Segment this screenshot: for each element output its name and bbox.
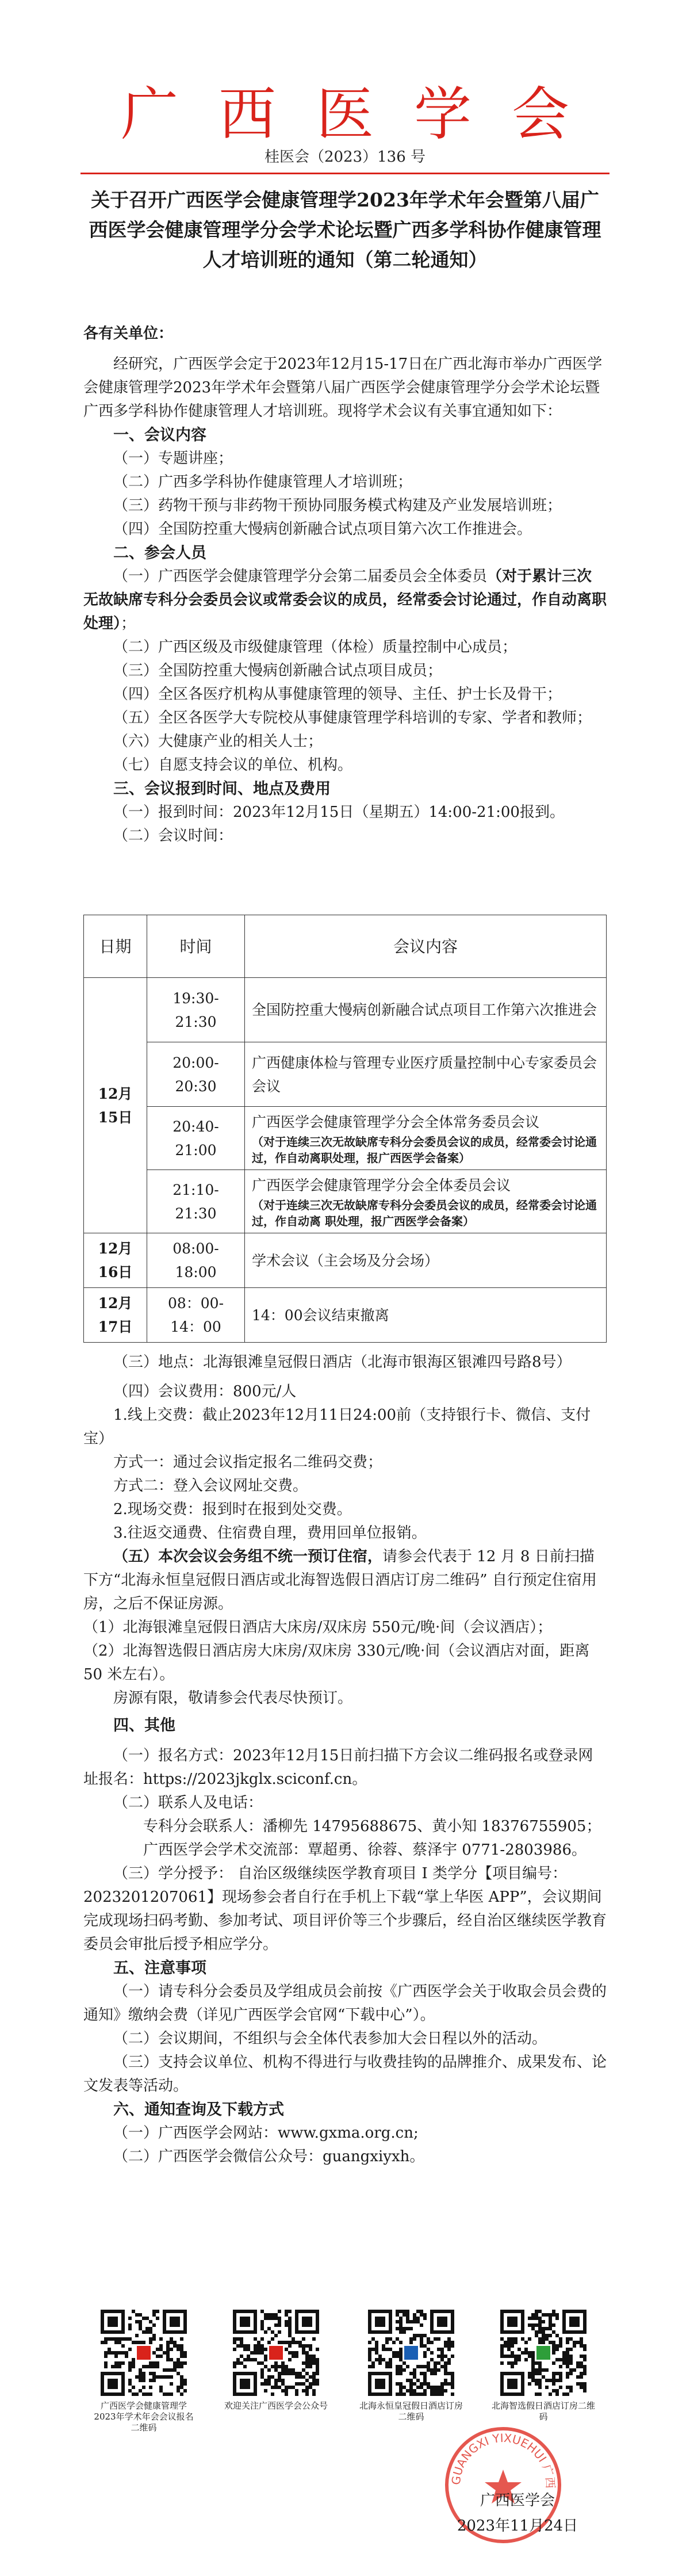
- signature-org: 广西医学会: [480, 2492, 555, 2509]
- body-part-1: [83, 322, 607, 848]
- time-cell: 20:40-21:00: [147, 1107, 245, 1170]
- notice-item: （一）请专科分会委员及学组成员会前按《广西医学会关于收取会员会费的通知》缴纳会费（详见广西医学会官网“下载中心”）。: [83, 1983, 607, 2024]
- time-cell: 08：00-14：00: [147, 1288, 245, 1343]
- table-header: 日期: [84, 915, 147, 978]
- intro-paragraph: 经研究，广西医学会定于2023年12月15-17日在广西北海市举办广西医学会健康管理学2023年学术年会暨第八届广西医学会健康管理学分会学术论坛暨广西多学科协作健康管理人才培训班。现将学术会议有关事宜通知如下：: [83, 356, 603, 420]
- schedule-table-wrap: [83, 915, 607, 1343]
- notice-item: （三）支持会议单位、机构不得进行与收费挂钩的品牌推介、成果发布、论文发表等活动。: [83, 2054, 607, 2095]
- section2-item-1: [83, 565, 607, 636]
- section1-heading: 一、会议内容: [113, 426, 206, 444]
- section2-heading: 二、参会人员: [113, 544, 206, 562]
- table-header-row: [84, 915, 607, 978]
- credit-info: （三）学分授予： 自治区级继续医学教育项目 I 类学分【项目编号：2023201207061】现场参会者自行在手机上下载“掌上华医 APP”，会议期间完成现场扫码考勤、参加考试、项目评价等三个步骤后，经自治区继续医学教育委员会审批后授予相应学分。: [83, 1865, 607, 1953]
- schedule-table: [83, 915, 607, 1343]
- time-cell: 20:00-20:30: [147, 1042, 245, 1107]
- section2-item1-text: （一）广西医学会健康管理学分会第二届委员会全体委员: [113, 568, 488, 585]
- table-row: [84, 1288, 607, 1343]
- date-cell: 12月16日: [84, 1233, 147, 1288]
- section1-item: （二）广西多学科协作健康管理人才培训班；: [113, 473, 413, 491]
- checkin-time: （一）报到时间：2023年12月15日（星期五）14:00-21:00报到。: [113, 804, 565, 821]
- document-number: 桂医会（2023）136 号: [264, 148, 426, 166]
- qr-caption: 欢迎关注广西医学会公众号: [224, 2401, 328, 2411]
- salutation: 各有关单位：: [83, 325, 174, 342]
- content-note: （对于连续三次无故缺席专科分会委员会议的成员，经常委会讨论通过，作自动离职处理，报广西医学会备案）: [252, 1135, 597, 1165]
- svg-text:GUANGXI YIXUEHUI 广西医学会: GUANGXI YIXUEHUI 广西: [448, 2430, 558, 2489]
- content-note: （对于连续三次无故缺席专科分会委员会议的成员，经常委会讨论通过，作自动离 职处理，报广西医学会备案）: [252, 1198, 597, 1228]
- signature-date: 2023年11月24日: [457, 2517, 578, 2535]
- signature-block: [454, 2488, 581, 2539]
- qr-caption: 北海永恒皇冠假日酒店订房二维码: [359, 2401, 463, 2422]
- wechat-account: （二）广西医学会微信公众号：guangxiyxh。: [113, 2148, 425, 2165]
- section6-heading: 六、通知查询及下载方式: [113, 2101, 284, 2119]
- table-header: 会议内容: [245, 915, 607, 978]
- pay-method-2: 方式二：登入会议网址交费。: [113, 1477, 308, 1495]
- section3-heading: 三、会议报到时间、地点及费用: [113, 780, 331, 798]
- org-header-title: 广西医学会: [121, 81, 610, 148]
- content-cell: 14：00会议结束撤离: [245, 1288, 607, 1343]
- section2-item: （七）自愿支持会议的单位、机构。: [113, 756, 353, 774]
- contact-label: （二）联系人及电话：: [113, 1794, 263, 1811]
- qr-code-row: [94, 2310, 607, 2433]
- content-cell: 广西健康体检与管理专业医疗质量控制中心专家委员会会议: [245, 1042, 607, 1107]
- website: （一）广西医学会网站：www.gxma.org.cn;: [113, 2124, 419, 2142]
- table-row: [84, 1107, 607, 1170]
- section2-item1-bold: （对于累计三次无故缺席专科分会委员会议或常委会议的成员，经常委会讨论通过，作自动离职处理）: [83, 568, 607, 632]
- time-cell: 21:10-21:30: [147, 1170, 245, 1233]
- body-part-2: [83, 1351, 607, 2169]
- content-cell: 学术会议（主会场及分会场）: [245, 1233, 607, 1288]
- pay-method-1: 方式一：通过会议指定报名二维码交费；: [113, 1454, 383, 1471]
- hotel-notice-bold: （五）本次会议会务组不统一预订住宿，: [113, 1548, 383, 1565]
- pay-online: 1.线上交费：截止2023年12月11日24:00前（支持银行卡、微信、支付宝）: [83, 1407, 591, 1447]
- section1-item: （四）全国防控重大慢病创新融合试点项目第六次工作推进会。: [113, 521, 532, 538]
- date-cell: 12月17日: [84, 1288, 147, 1343]
- content-cell: [245, 1170, 607, 1233]
- hotel-notice-text: 请参会代表于 12 月 8 日前扫描下方“北海永恒皇冠假日酒店或北海智选假日酒店订房二维码” 自行预定住宿用房，之后不保证房源。: [83, 1548, 597, 1612]
- section2-item1-end: ；: [121, 615, 136, 632]
- venue: （三）地点：北海银滩皇冠假日酒店（北海市银海区银滩四号路8号）: [113, 1354, 572, 1371]
- section1-item: （一）专题讲座；: [113, 450, 233, 467]
- time-cell: 19:30-21:30: [147, 978, 245, 1042]
- section2-item: （六）大健康产业的相关人士；: [113, 733, 323, 750]
- section2-item: （二）广西区级及市级健康管理（体检）质量控制中心成员；: [113, 639, 518, 656]
- qr-code-registration[interactable]: [101, 2310, 187, 2396]
- date-cell: 12月15日: [84, 978, 147, 1233]
- fee: （四）会议费用：800元/人: [113, 1383, 297, 1400]
- section2-item: （五）全区各医学大专院校从事健康管理学科培训的专家、学者和教师；: [113, 709, 592, 727]
- table-row: [84, 1042, 607, 1107]
- content-cell: 全国防控重大慢病创新融合试点项目工作第六次推进会: [245, 978, 607, 1042]
- qr-caption: 广西医学会健康管理学2023年学术年会会议报名二维码: [94, 2401, 194, 2433]
- section1-item: （三）药物干预与非药物干预协同服务模式构建及产业发展培训班；: [113, 497, 562, 514]
- contact-academic: 广西医学会学术交流部：覃超勇、徐蓉、蔡泽宇 0771-2803986。: [143, 1841, 587, 1859]
- qr-code-hotel-crowne[interactable]: [368, 2310, 454, 2396]
- hotel-note: 房源有限，敬请参会代表尽快预订。: [113, 1690, 353, 1707]
- content-main: 广西医学会健康管理学分会全体常务委员会议: [252, 1114, 540, 1130]
- table-row: [84, 1233, 607, 1288]
- section4-heading: 四、其他: [113, 1717, 175, 1734]
- qr-code-hotel-express[interactable]: [500, 2310, 586, 2396]
- section2-item: （四）全区各医疗机构从事健康管理的领导、主任、护士长及骨干；: [113, 686, 562, 703]
- registration-info: （一）报名方式：2023年12月15日前扫描下方会议二维码报名或登录网址报名：https://2023jkglx.sciconf.cn。: [83, 1747, 593, 1788]
- pay-travel: 3.往返交通费、住宿费自理，费用回单位报销。: [113, 1524, 427, 1542]
- qr-code-icon: [233, 2310, 319, 2396]
- hotel-notice: [83, 1545, 607, 1616]
- document-title: 关于召开广西医学会健康管理学2023年学术年会暨第八届广西医学会健康管理学分会学术论坛暨广西多学科协作健康管理人才培训班的通知（第二轮通知）: [89, 189, 601, 271]
- red-divider: [80, 173, 610, 174]
- table-row: [84, 1170, 607, 1233]
- schedule-label: （二）会议时间：: [113, 827, 233, 844]
- content-main: 广西医学会健康管理学分会全体委员会议: [252, 1177, 511, 1194]
- table-row: [84, 978, 607, 1042]
- qr-caption: 北海智选假日酒店订房二维码: [492, 2401, 596, 2422]
- qr-code-icon: [500, 2310, 586, 2396]
- qr-code-icon: [101, 2310, 187, 2396]
- hotel-option-1: （1）北海银滩皇冠假日酒店大床房/双床房 550元/晚·间（会议酒店）；: [83, 1619, 553, 1636]
- qr-code-wechat[interactable]: [233, 2310, 319, 2396]
- section5-heading: 五、注意事项: [113, 1959, 206, 1977]
- time-cell: 08:00-18:00: [147, 1233, 245, 1288]
- table-header: 时间: [147, 915, 245, 978]
- contact-branch: 专科分会联系人：潘柳先 14795688675、黄小知 18376755905；: [143, 1818, 601, 1835]
- section2-item: （三）全国防控重大慢病创新融合试点项目成员；: [113, 662, 443, 679]
- notice-item: （二）会议期间，不组织与会全体代表参加大会日程以外的活动。: [113, 2030, 547, 2047]
- content-cell: [245, 1107, 607, 1170]
- qr-code-icon: [368, 2310, 454, 2396]
- hotel-option-2: （2）北海智选假日酒店房大床房/双床房 330元/晚·间（会议酒店对面，距离 50 米左右）。: [83, 1642, 590, 1683]
- pay-onsite: 2.现场交费：报到时在报到处交费。: [113, 1501, 352, 1518]
